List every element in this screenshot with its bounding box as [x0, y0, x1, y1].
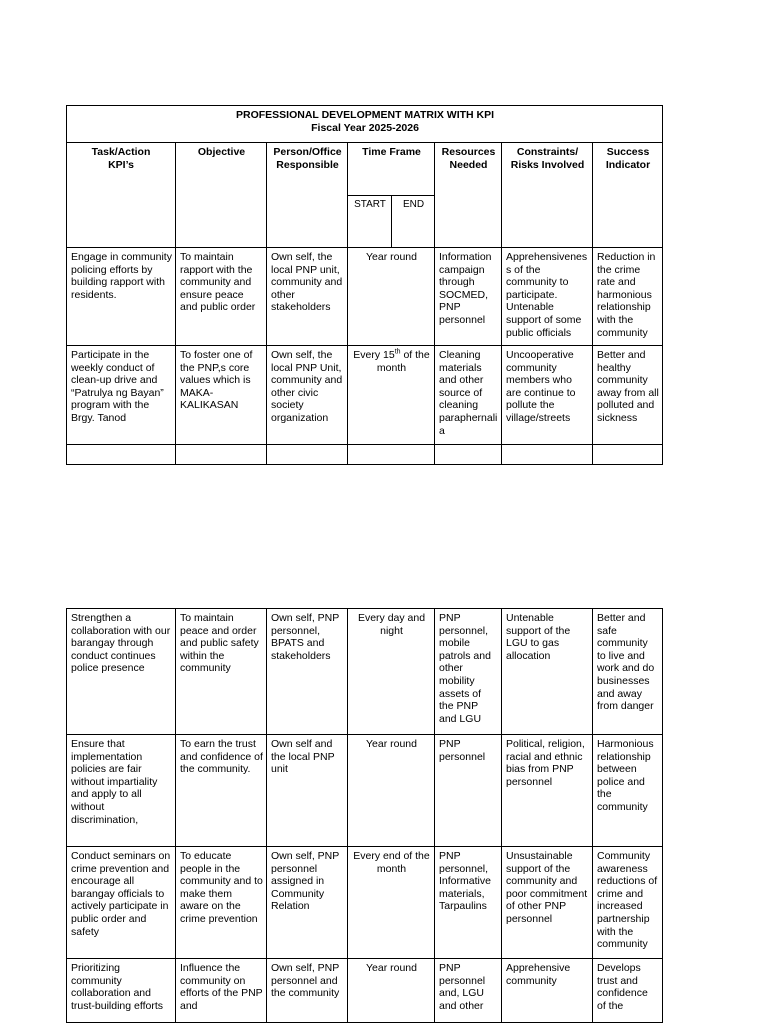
table-row — [67, 609, 663, 735]
cell-task: Strengthen a collaboration with our barangay through conduct continues police presence — [67, 609, 176, 735]
header-timeframe: Time Frame — [348, 143, 435, 196]
cell-objective: Influence the community on efforts of the PNP and — [176, 959, 267, 1023]
cell-objective: To foster one of the PNP,s core values which is MAKA-KALIKASAN — [176, 346, 267, 445]
header-objective: Objective — [176, 143, 267, 248]
cell-person: Own self, PNP personnel and the community — [267, 959, 348, 1023]
cell-person: Own self, PNP personnel assigned in Community Relation — [267, 847, 348, 959]
cell-success: Community awareness reductions of crime and increased partnership with the community — [593, 847, 663, 959]
cell-task: Engage in community policing efforts by building rapport with residents. — [67, 248, 176, 346]
cell-success: Harmonious relationship between police and the community — [593, 735, 663, 847]
cell-resources: PNP personnel and, LGU and other — [435, 959, 502, 1023]
cell-success: Develops trust and confidence of the — [593, 959, 663, 1023]
cell-task: Participate in the weekly conduct of clean-up drive and “Patrulya ng Bayan” program with the Brgy. Tanod — [67, 346, 176, 445]
cell-objective: To earn the trust and confidence of the community. — [176, 735, 267, 847]
cell-resources: PNP personnel, mobile patrols and other mobility assets of the PNP and LGU — [435, 609, 502, 735]
header-end: END — [392, 196, 435, 248]
cell-empty — [348, 445, 435, 465]
matrix-title: PROFESSIONAL DEVELOPMENT MATRIX WITH KPI — [236, 109, 495, 121]
cell-constraints: Apprehensive community — [502, 959, 593, 1023]
cell-constraints: Untenable support of the LGU to gas allocation — [502, 609, 593, 735]
header-person: Person/Office Responsible — [267, 143, 348, 248]
table-row — [67, 346, 663, 445]
cell-person: Own self, PNP personnel, BPATS and stakeholders — [267, 609, 348, 735]
cell-resources: Cleaning materials and other source of cleaning paraphernalia — [435, 346, 502, 445]
cell-timeframe: Every day and night — [348, 609, 435, 735]
matrix-title-cell — [67, 106, 663, 143]
cell-task: Conduct seminars on crime prevention and encourage all barangay officials to actively participate in public order and safety — [67, 847, 176, 959]
timeframe-suffix: of the month — [376, 349, 430, 374]
cell-constraints: Political, religion, racial and ethnic bias from PNP personnel — [502, 735, 593, 847]
cell-objective: To educate people in the community and to make them aware on the crime prevention — [176, 847, 267, 959]
cell-timeframe: Year round — [348, 735, 435, 847]
cell-task: Ensure that implementation policies are fair without impartiality and apply to all without discrimination, — [67, 735, 176, 847]
matrix-table-bottom — [66, 608, 663, 1023]
table-row — [67, 847, 663, 959]
table-row — [67, 735, 663, 847]
fiscal-year: Fiscal Year 2025-2026 — [311, 122, 419, 134]
cell-timeframe: Every end of the month — [348, 847, 435, 959]
cell-person: Own self, the local PNP unit, community and other stakeholders — [267, 248, 348, 346]
header-task: Task/Action KPI’s — [67, 143, 176, 248]
cell-task: Prioritizing community collaboration and trust-building efforts — [67, 959, 176, 1023]
cell-empty — [502, 445, 593, 465]
cell-timeframe: Year round — [348, 248, 435, 346]
table-row — [67, 959, 663, 1023]
cell-success: Reduction in the crime rate and harmonious relationship with the community — [593, 248, 663, 346]
cell-empty — [435, 445, 502, 465]
cell-person: Own self, the local PNP Unit, community and other civic society organization — [267, 346, 348, 445]
header-resources: Resources Needed — [435, 143, 502, 248]
table-row — [67, 248, 663, 346]
cell-empty — [176, 445, 267, 465]
cell-constraints: Unsustainable support of the community and poor commitment of other PNP personnel — [502, 847, 593, 959]
cell-objective: To maintain rapport with the community and ensure peace and public order — [176, 248, 267, 346]
timeframe-prefix: Every 15 — [353, 349, 395, 361]
cell-objective: To maintain peace and order and public safety within the community — [176, 609, 267, 735]
timeframe-sup: th — [394, 348, 401, 356]
header-start: START — [348, 196, 392, 248]
cell-constraints: Uncooperative community members who are continue to pollute the village/streets — [502, 346, 593, 445]
cell-timeframe — [348, 346, 435, 445]
header-success: Success Indicator — [593, 143, 663, 248]
matrix-table-top — [66, 105, 663, 465]
cell-success: Better and healthy community away from all polluted and sickness — [593, 346, 663, 445]
cell-success: Better and safe community to live and work and do businesses and away from danger — [593, 609, 663, 735]
cell-resources: Information campaign through SOCMED, PNP personnel — [435, 248, 502, 346]
cell-resources: PNP personnel, Informative materials, Tarpaulins — [435, 847, 502, 959]
cell-constraints: Apprehensiveness of the community to participate. Untenable support of some public officials — [502, 248, 593, 346]
table-row-empty — [67, 445, 663, 465]
cell-empty — [67, 445, 176, 465]
cell-person: Own self and the local PNP unit — [267, 735, 348, 847]
cell-empty — [593, 445, 663, 465]
header-constraints: Constraints/ Risks Involved — [502, 143, 593, 248]
cell-empty — [267, 445, 348, 465]
cell-resources: PNP personnel — [435, 735, 502, 847]
cell-timeframe: Year round — [348, 959, 435, 1023]
